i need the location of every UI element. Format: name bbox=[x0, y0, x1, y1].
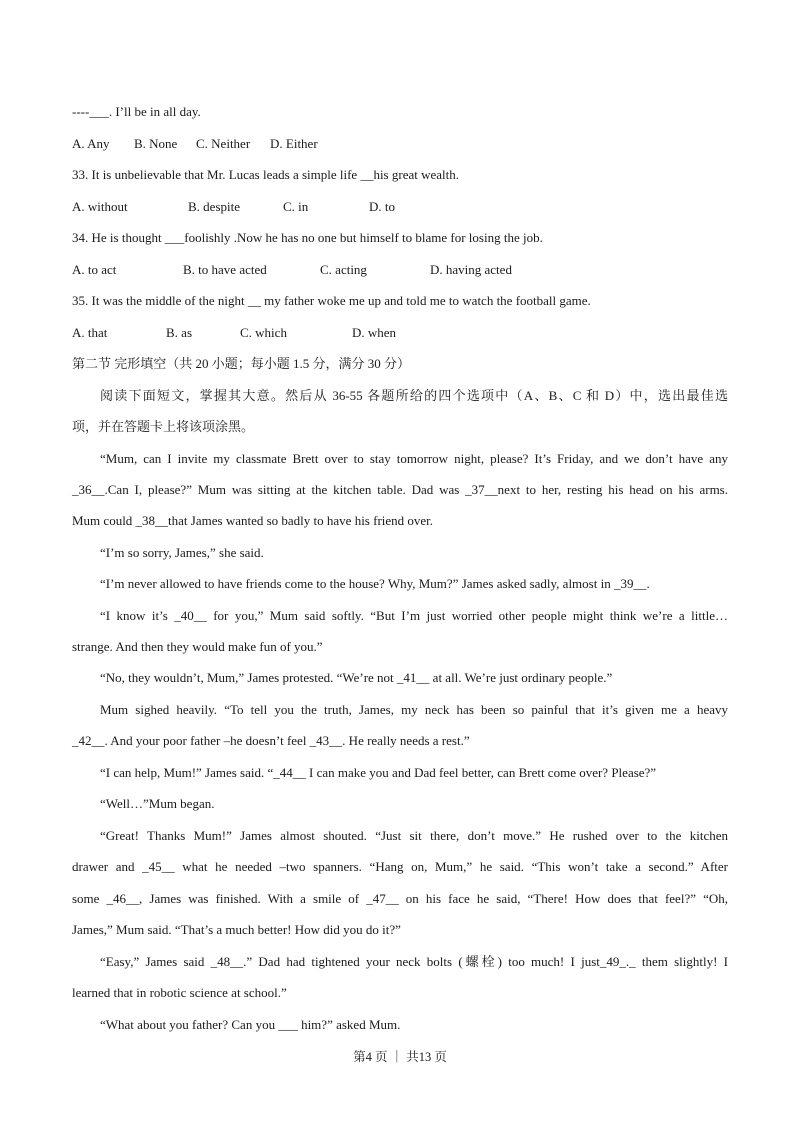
option-a: A. that bbox=[72, 325, 108, 340]
passage-line: _36__.Can I, please?” Mum was sitting at the kitchen table. Dad was _37__next to her, resting his head on his arms. bbox=[72, 482, 728, 497]
option-a: A. without bbox=[72, 199, 128, 214]
passage-line: Mum could _38__that James wanted so badly to have his friend over. bbox=[72, 513, 434, 528]
option-d: D. when bbox=[352, 325, 397, 340]
passage-line: “Easy,” James said _48__.” Dad had tightened your neck bolts (螺栓) too much! I just_49_._ them slightly! I bbox=[100, 954, 728, 969]
passage-line: Mum sighed heavily. “To tell you the truth, James, my neck has been so painful that it’s given me a heavy bbox=[100, 702, 728, 717]
option-d: D. Either bbox=[270, 136, 318, 151]
passage-line: some _46__, James was finished. With a smile of _47__ on his face he said, “There! How does that feel?” “Oh, bbox=[72, 891, 728, 906]
option-c: C. acting bbox=[320, 262, 367, 277]
instructions-line-1: 阅读下面短文，掌握其大意。然后从 36-55 各题所给的四个选项中（A、B、C 和 D）中，选出最佳选 bbox=[100, 388, 728, 403]
question-35: 35. It was the middle of the night __ my father woke me up and told me to watch the football game. bbox=[72, 293, 591, 308]
passage-line: “Well…”Mum began. bbox=[100, 796, 215, 811]
option-a: A. to act bbox=[72, 262, 117, 277]
option-b: B. to have acted bbox=[183, 262, 267, 277]
question-34: 34. He is thought ___foolishly .Now he has no one but himself to blame for losing the job. bbox=[72, 230, 543, 245]
question-33: 33. It is unbelievable that Mr. Lucas leads a simple life __his great wealth. bbox=[72, 167, 460, 182]
option-b: B. None bbox=[134, 136, 178, 151]
option-c: C. which bbox=[240, 325, 287, 340]
passage-line: James,” Mum said. “That’s a much better! How did you do it?” bbox=[72, 922, 401, 937]
passage-line: “What about you father? Can you ___ him?” asked Mum. bbox=[100, 1017, 401, 1032]
passage-line: “I’m never allowed to have friends come to the house? Why, Mum?” James asked sadly, almost in _39__. bbox=[100, 576, 650, 591]
passage-line: drawer and _45__ what he needed –two spanners. “Hang on, Mum,” he said. “This won’t take a second.” After bbox=[72, 859, 728, 874]
passage-line: _42__. And your poor father –he doesn’t feel _43__. He really needs a rest.” bbox=[72, 733, 470, 748]
passage-line: “I’m so sorry, James,” she said. bbox=[100, 545, 264, 560]
passage-line: “I know it’s _40__ for you,” Mum said softly. “But I’m just worried other people might think we’re a little… bbox=[100, 608, 728, 623]
page-footer: 第4 页 ｜ 共13 页 bbox=[353, 1050, 447, 1064]
passage-line: strange. And then they would make fun of you.” bbox=[72, 639, 323, 654]
option-b: B. as bbox=[166, 325, 192, 340]
passage-line: “Great! Thanks Mum!” James almost shouted. “Just sit there, don’t move.” He rushed over to the kitchen bbox=[100, 828, 728, 843]
option-a: A. Any bbox=[72, 136, 110, 151]
passage-line: “I can help, Mum!” James said. “_44__ I can make you and Dad feel better, can Brett come over? Please?” bbox=[100, 765, 657, 780]
option-d: D. having acted bbox=[430, 262, 512, 277]
option-b: B. despite bbox=[188, 199, 240, 214]
passage-line: “No, they wouldn’t, Mum,” James protested. “We’re not _41__ at all. We’re just ordinary people.” bbox=[100, 670, 613, 685]
passage-line: learned that in robotic science at school.” bbox=[72, 985, 287, 1000]
instructions-line-2: 项，并在答题卡上将该项涂黑。 bbox=[72, 419, 255, 434]
option-c: C. in bbox=[283, 199, 309, 214]
option-d: D. to bbox=[369, 199, 395, 214]
option-c: C. Neither bbox=[196, 136, 251, 151]
section-heading: 第二节 完形填空（共 20 小题；每小题 1.5 分，满分 30 分） bbox=[72, 356, 411, 371]
question-32-answer-line: ----___. I’ll be in all day. bbox=[72, 104, 201, 119]
passage-line: “Mum, can I invite my classmate Brett over to stay tomorrow night, please? It’s Friday, and we don’t have any bbox=[100, 451, 728, 466]
